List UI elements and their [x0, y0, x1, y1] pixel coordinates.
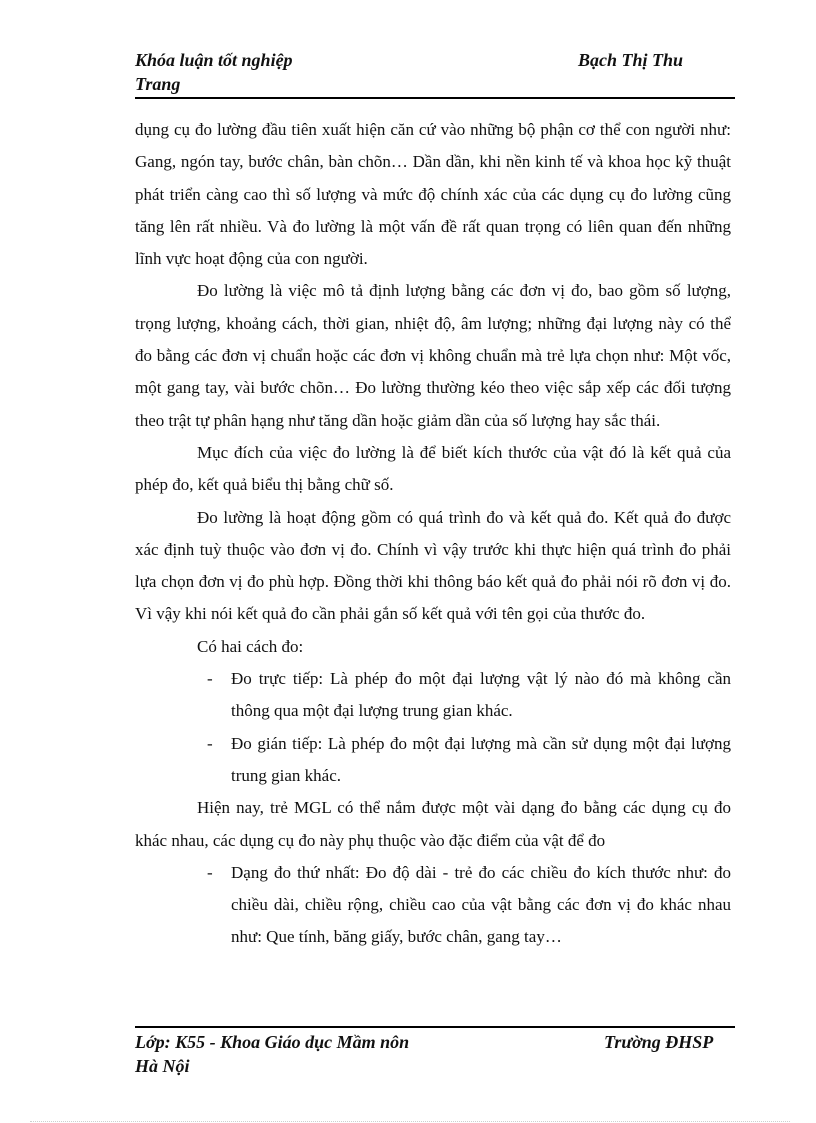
bullet-dash: -	[207, 669, 213, 689]
body-text	[135, 114, 731, 954]
bullet-text: Đo gián tiếp: Là phép đo một đại lượng mà cần sử dụng một đại lượng trung gian khác.	[231, 733, 731, 785]
bullet-dash: -	[207, 862, 213, 882]
footer-university: Trường ĐHSP	[604, 1032, 714, 1052]
paragraph-3: Mục đích của việc đo lường là để biết kích thước của vật đó là kết quả của phép đo, kết quả biểu thị bằng chữ số.	[135, 442, 731, 495]
bullet-text: Đo trực tiếp: Là phép đo một đại lượng vật lý nào đó mà không cần thông qua một đại lượng trung gian khác.	[231, 669, 731, 721]
bullet-item-2	[135, 728, 731, 793]
footer-divider	[135, 1026, 735, 1028]
page-edge-divider	[30, 1121, 790, 1122]
bullet-item-3	[135, 857, 731, 954]
header-thesis-title: Khóa luận tốt nghiệp	[135, 50, 293, 70]
paragraph-5: Có hai cách đo:	[197, 636, 304, 656]
header-divider	[135, 97, 735, 99]
paragraph-6: Hiện nay, trẻ MGL có thể nắm được một vài dạng đo bằng các dụng cụ đo khác nhau, các dụng cụ đo này phụ thuộc vào đặc điểm của vật để đo	[135, 798, 731, 850]
paragraph-1: dụng cụ đo lường đầu tiên xuất hiện căn cứ vào những bộ phận cơ thể con người như: Gang, ngón tay, bước chân, bàn chõn… Dần dần, khi nền kinh tế và khoa học kỹ thuật phát triển càng cao thì số lượng và mức độ chính xác của các dụng cụ đo lường cũng tăng lên rất nhiều. Và đo lường là một vấn đề rất quan trọng có liên quan đến những lĩnh vực hoạt động của con người.	[135, 120, 731, 269]
paragraph-2: Đo lường là việc mô tả định lượng bằng các đơn vị đo, bao gồm số lượng, trọng lượng, khoảng cách, thời gian, nhiệt độ, âm lượng; những đại lượng này có thể đo bằng các đơn vị chuẩn hoặc các đơn vị không chuẩn mà trẻ lựa chọn như: Một vốc, một gang tay, vài bước chõn… Đo lường thường kéo theo việc sắp xếp các đối tượng theo trật tự phân hạng như tăng dần hoặc giảm dần của số lượng hay sắc thái.	[135, 281, 731, 430]
footer-class-faculty: Lớp: K55 - Khoa Giáo dục Mầm nôn	[135, 1032, 410, 1052]
paragraph-4: Đo lường là hoạt động gồm có quá trình đo và kết quả đo. Kết quả đo được xác định tuỳ thuộc vào đơn vị đo. Chính vì vậy trước khi thực hiện quá trình đo phải lựa chọn đơn vị đo phù hợp. Đồng thời khi thông báo kết quả đo phải nói rõ đơn vị đo. Vì vậy khi nói kết quả đo cần phải gắn số kết quả với tên gọi của thước đo.	[135, 507, 731, 624]
bullet-dash: -	[207, 733, 213, 753]
header-author-continued: Trang	[135, 74, 181, 94]
footer-university-continued: Hà Nội	[135, 1056, 190, 1076]
bullet-item-1	[135, 663, 731, 728]
bullet-text: Dạng đo thứ nhất: Đo độ dài - trẻ đo các chiều đo kích thước như: đo chiều dài, chiều rộng, chiều cao của vật bằng các đơn vị đo khác nhau như: Que tính, băng giấy, bước chân, gang tay…	[231, 862, 731, 947]
header-author: Bạch Thị Thu	[578, 50, 684, 70]
